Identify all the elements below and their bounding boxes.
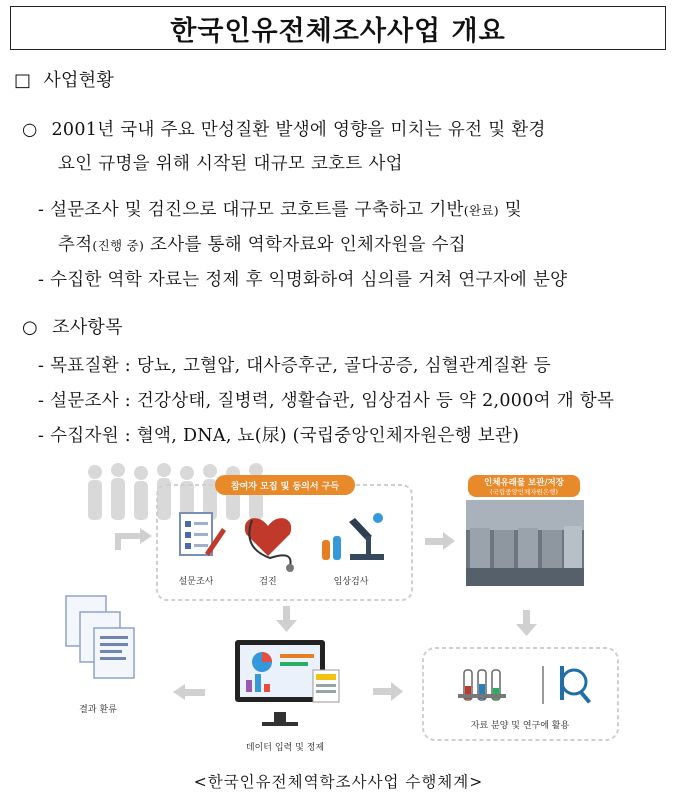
arrow-icon — [523, 610, 530, 624]
distribution-label: 자료 분양 및 연구에 활용 — [470, 721, 570, 731]
dash-text: - 설문조사 및 검진으로 대규모 코호트를 구축하고 기반 — [38, 200, 464, 220]
survey-clipboard-icon — [180, 513, 226, 556]
arrow-icon — [185, 689, 205, 696]
recruitment-label: 참여자 모집 및 동의서 구득 — [230, 482, 340, 492]
arrow-head-icon — [516, 624, 537, 636]
freezer-room-photo — [466, 500, 584, 586]
arrow-head-icon — [391, 682, 403, 701]
test-tubes-icon — [458, 670, 506, 700]
arrow-head-icon — [140, 528, 152, 544]
item-text: 2001년 국내 주요 만성질환 발생에 영향을 미치는 유전 및 환경 — [51, 120, 546, 140]
arrow-icon — [373, 688, 391, 695]
dash-note: (완료) — [463, 203, 499, 218]
section-heading-items — [22, 313, 123, 339]
page-title: 한국인유전체조사사업 개요 — [170, 15, 506, 47]
item-text-continued: 요인 규명을 위해 시작된 대규모 코호트 사업 — [58, 154, 403, 174]
survey-label: 설문조사 — [178, 577, 214, 587]
section-bullet: □ — [14, 70, 32, 91]
title-box — [10, 6, 666, 50]
dash-item: - 수집자원 : 혈액, DNA, 뇨(尿) (국립중앙인체자원은행 보관) — [38, 426, 520, 446]
storage-subtitle: (국립중앙인체자원은행) — [490, 488, 558, 496]
dash-item-continued — [58, 231, 466, 256]
dash-note: (진행 중) — [92, 238, 145, 253]
clinical-label: 임상검사 — [333, 577, 369, 587]
divider — [542, 666, 544, 704]
dash-item: - 수집한 역학 자료는 정제 후 익명화하여 심의를 거쳐 연구자에 분양 — [38, 270, 568, 290]
microscope-tubes-icon — [322, 513, 384, 560]
section-title: 조사항목 — [52, 317, 123, 338]
dash-text: 추적 — [58, 235, 93, 255]
heart-stethoscope-icon — [245, 518, 294, 572]
checkup-label: 검진 — [259, 577, 277, 587]
data-label: 데이터 입력 및 정제 — [245, 743, 325, 753]
arrow-icon — [425, 538, 443, 545]
monitor-data-icon — [235, 640, 339, 726]
dash-text-end: 조사를 통해 역학자료와 인체자원을 수집 — [144, 235, 466, 255]
documents-icon — [66, 596, 134, 678]
arrow-head-icon — [443, 532, 455, 550]
figure-caption: <한국인유전체역학조사사업 수행체계> — [193, 773, 484, 791]
arrow-head-icon — [276, 620, 297, 632]
dash-item: - 설문조사 : 건강상태, 질병력, 생활습관, 임상검사 등 약 2,000여 개 항목 — [38, 391, 615, 411]
arrow-head-icon — [173, 684, 185, 700]
process-diagram — [0, 458, 677, 768]
storage-title: 인체유래물 보관/저장 — [484, 478, 564, 488]
section-title: 사업현황 — [43, 70, 115, 91]
dash-text-end: 및 — [498, 200, 522, 220]
dash-item: - 목표질환 : 당뇨, 고혈압, 대사증후군, 골다공증, 심혈관계질환 등 — [38, 356, 551, 376]
circle-bullet: ○ — [22, 120, 38, 140]
arrow-icon — [118, 536, 140, 550]
section-heading-status — [14, 66, 114, 92]
result-label: 결과 환류 — [79, 705, 117, 715]
magnifier-icon — [560, 666, 591, 704]
item-line — [22, 116, 546, 141]
circle-bullet: ○ — [22, 317, 39, 338]
dash-item — [38, 196, 522, 221]
arrow-icon — [283, 606, 290, 620]
